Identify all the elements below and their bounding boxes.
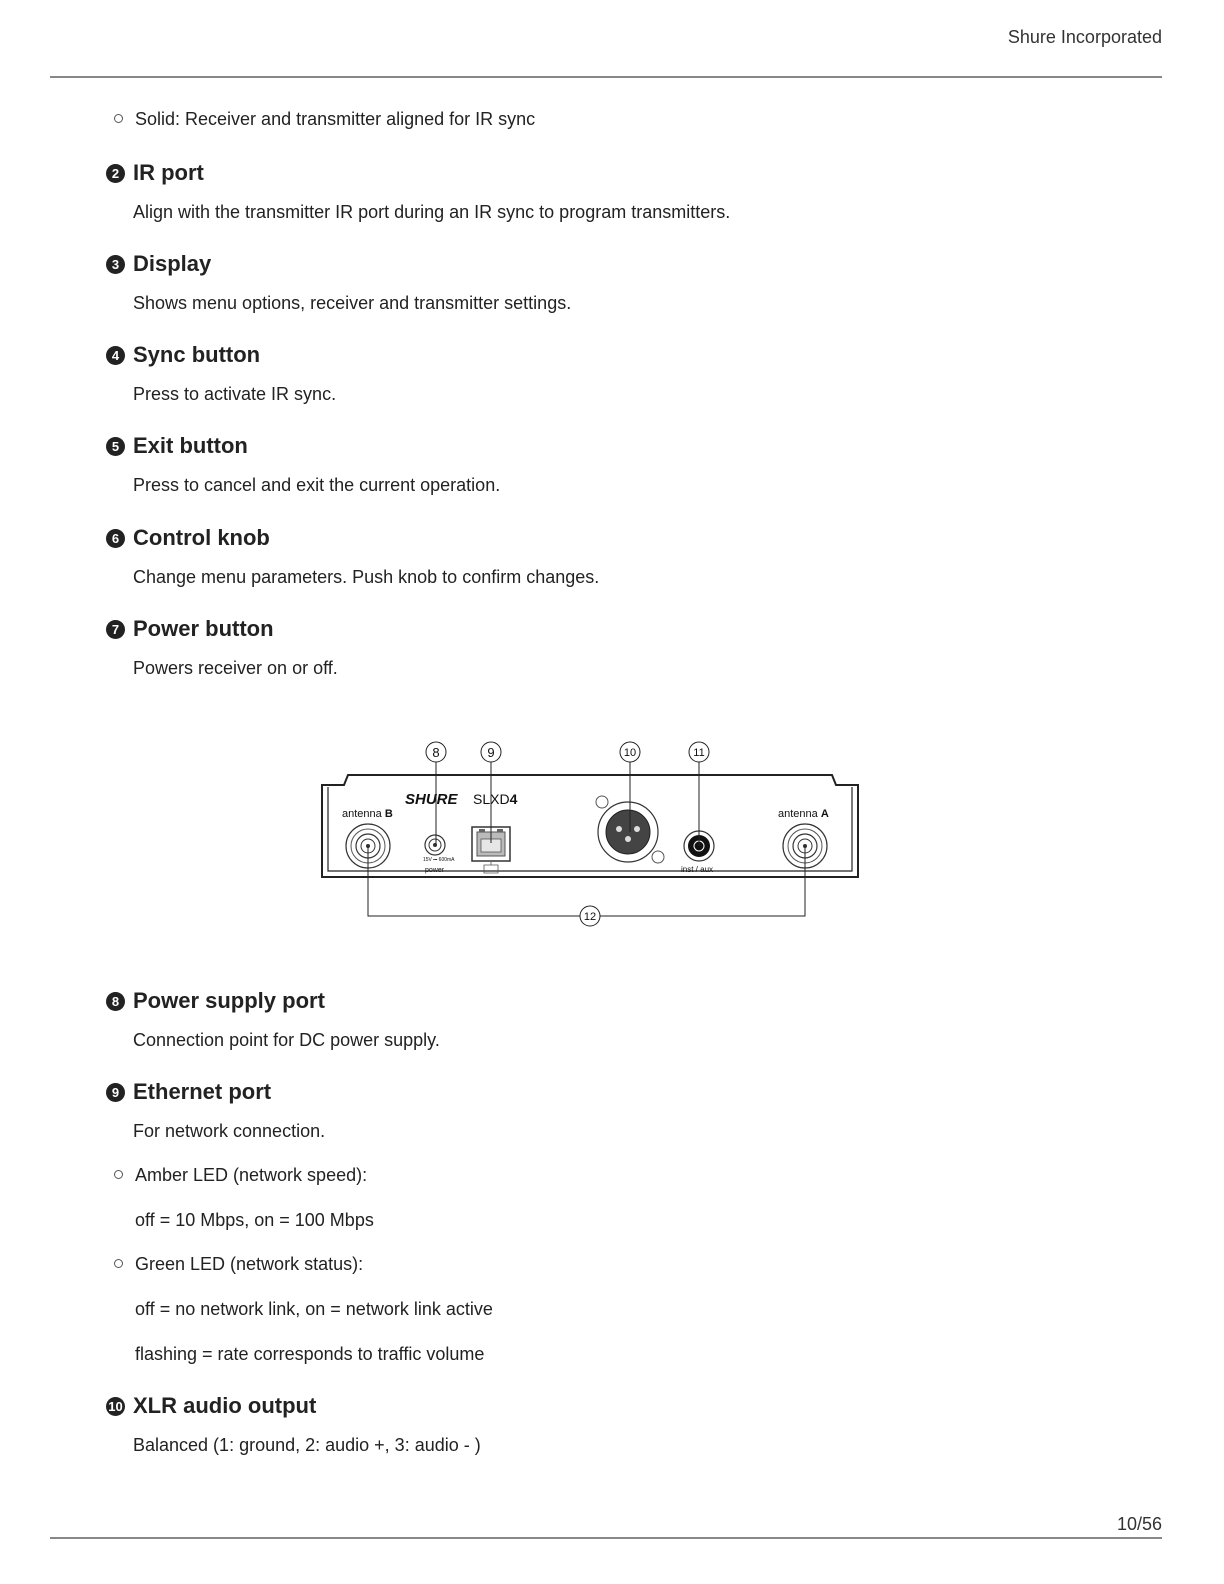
callout-11-icon xyxy=(689,742,709,762)
chassis-outline xyxy=(322,775,858,877)
callout-7-icon: 7 xyxy=(106,620,125,639)
bullet-text: Amber LED (network speed): xyxy=(135,1165,368,1185)
callout-6-icon: 6 xyxy=(106,529,125,548)
callout-5-icon: 5 xyxy=(106,437,125,456)
heading-text: Ethernet port xyxy=(133,1079,272,1104)
desc-ethernet-port: For network connection. xyxy=(133,1121,326,1141)
callout-12-icon xyxy=(580,906,600,926)
model-label: SLXD4 xyxy=(473,791,518,807)
desc-exit-button: Press to cancel and exit the current operation. xyxy=(133,475,501,495)
callout-3-icon: 3 xyxy=(106,255,125,274)
bullet-icon xyxy=(114,1170,123,1179)
green-led-detail-1: off = no network link, on = network link active xyxy=(135,1299,493,1319)
callout-9-icon xyxy=(481,742,501,762)
heading-power-supply-port xyxy=(106,988,325,1014)
callout-10-icon xyxy=(620,742,640,762)
heading-text: Display xyxy=(133,251,212,276)
heading-ethernet-port xyxy=(106,1079,271,1105)
header-company: Shure Incorporated xyxy=(1007,27,1162,47)
rear-panel-diagram xyxy=(310,735,870,935)
heading-exit-button xyxy=(106,433,248,459)
power-port-icon xyxy=(425,835,445,855)
svg-text:10: 10 xyxy=(623,747,637,759)
heading-text: Power button xyxy=(133,616,274,641)
heading-sync-button xyxy=(106,342,260,368)
desc-sync-button: Press to activate IR sync. xyxy=(133,384,337,404)
bullet-text: Solid: Receiver and transmitter aligned for IR sync xyxy=(135,109,536,129)
desc-xlr-audio-output: Balanced (1: ground, 2: audio +, 3: audio - ) xyxy=(133,1435,481,1455)
antenna-a-label: antenna A xyxy=(778,808,829,820)
ir-sync-bullet xyxy=(114,109,535,130)
desc-display: Shows menu options, receiver and transmitter settings. xyxy=(133,293,572,313)
footer-rule xyxy=(50,1537,1162,1539)
callout-2-icon: 2 xyxy=(106,164,125,183)
desc-ir-port: Align with the transmitter IR port during an IR sync to program transmitters. xyxy=(133,202,731,222)
heading-display xyxy=(106,251,211,277)
page-number: 10/56 xyxy=(1116,1514,1162,1534)
heading-control-knob xyxy=(106,525,270,551)
header-rule xyxy=(50,76,1162,78)
desc-power-supply-port: Connection point for DC power supply. xyxy=(133,1030,440,1050)
desc-control-knob: Change menu parameters. Push knob to confirm changes. xyxy=(133,567,600,587)
heading-text: Sync button xyxy=(133,342,261,367)
amber-led-detail: off = 10 Mbps, on = 100 Mbps xyxy=(135,1210,374,1230)
heading-ir-port xyxy=(106,160,204,186)
bullet-text: Green LED (network status): xyxy=(135,1254,364,1274)
heading-text: Exit button xyxy=(133,433,248,458)
heading-power-button xyxy=(106,616,274,642)
heading-text: Control knob xyxy=(133,525,270,550)
callout-9-heading-icon: 9 xyxy=(106,1083,125,1102)
inst-aux-label: inst / aux xyxy=(681,865,714,874)
green-led-detail-2: flashing = rate corresponds to traffic volume xyxy=(135,1344,485,1364)
heading-xlr-audio-output xyxy=(106,1393,316,1419)
antenna-b-label: antenna B xyxy=(342,808,393,820)
svg-text:11: 11 xyxy=(693,747,705,759)
power-rating-label: 15V ⎓ 600mA xyxy=(423,857,455,863)
callout-10-heading-icon: 10 xyxy=(106,1397,125,1416)
callout-8-icon xyxy=(426,742,446,762)
heading-text: XLR audio output xyxy=(133,1393,317,1418)
green-led-bullet xyxy=(114,1254,363,1275)
power-label: power xyxy=(425,867,445,874)
desc-power-button: Powers receiver on or off. xyxy=(133,658,338,678)
svg-text:9: 9 xyxy=(487,745,495,760)
svg-text:8: 8 xyxy=(432,745,440,760)
callout-4-icon: 4 xyxy=(106,346,125,365)
heading-text: IR port xyxy=(133,160,204,185)
heading-text: Power supply port xyxy=(133,988,325,1013)
brand-logo: SHURE xyxy=(405,791,458,808)
amber-led-bullet xyxy=(114,1165,367,1186)
callout-8-heading-icon: 8 xyxy=(106,992,125,1011)
bullet-icon xyxy=(114,1259,123,1268)
svg-text:12: 12 xyxy=(583,911,597,923)
bullet-icon xyxy=(114,114,123,123)
